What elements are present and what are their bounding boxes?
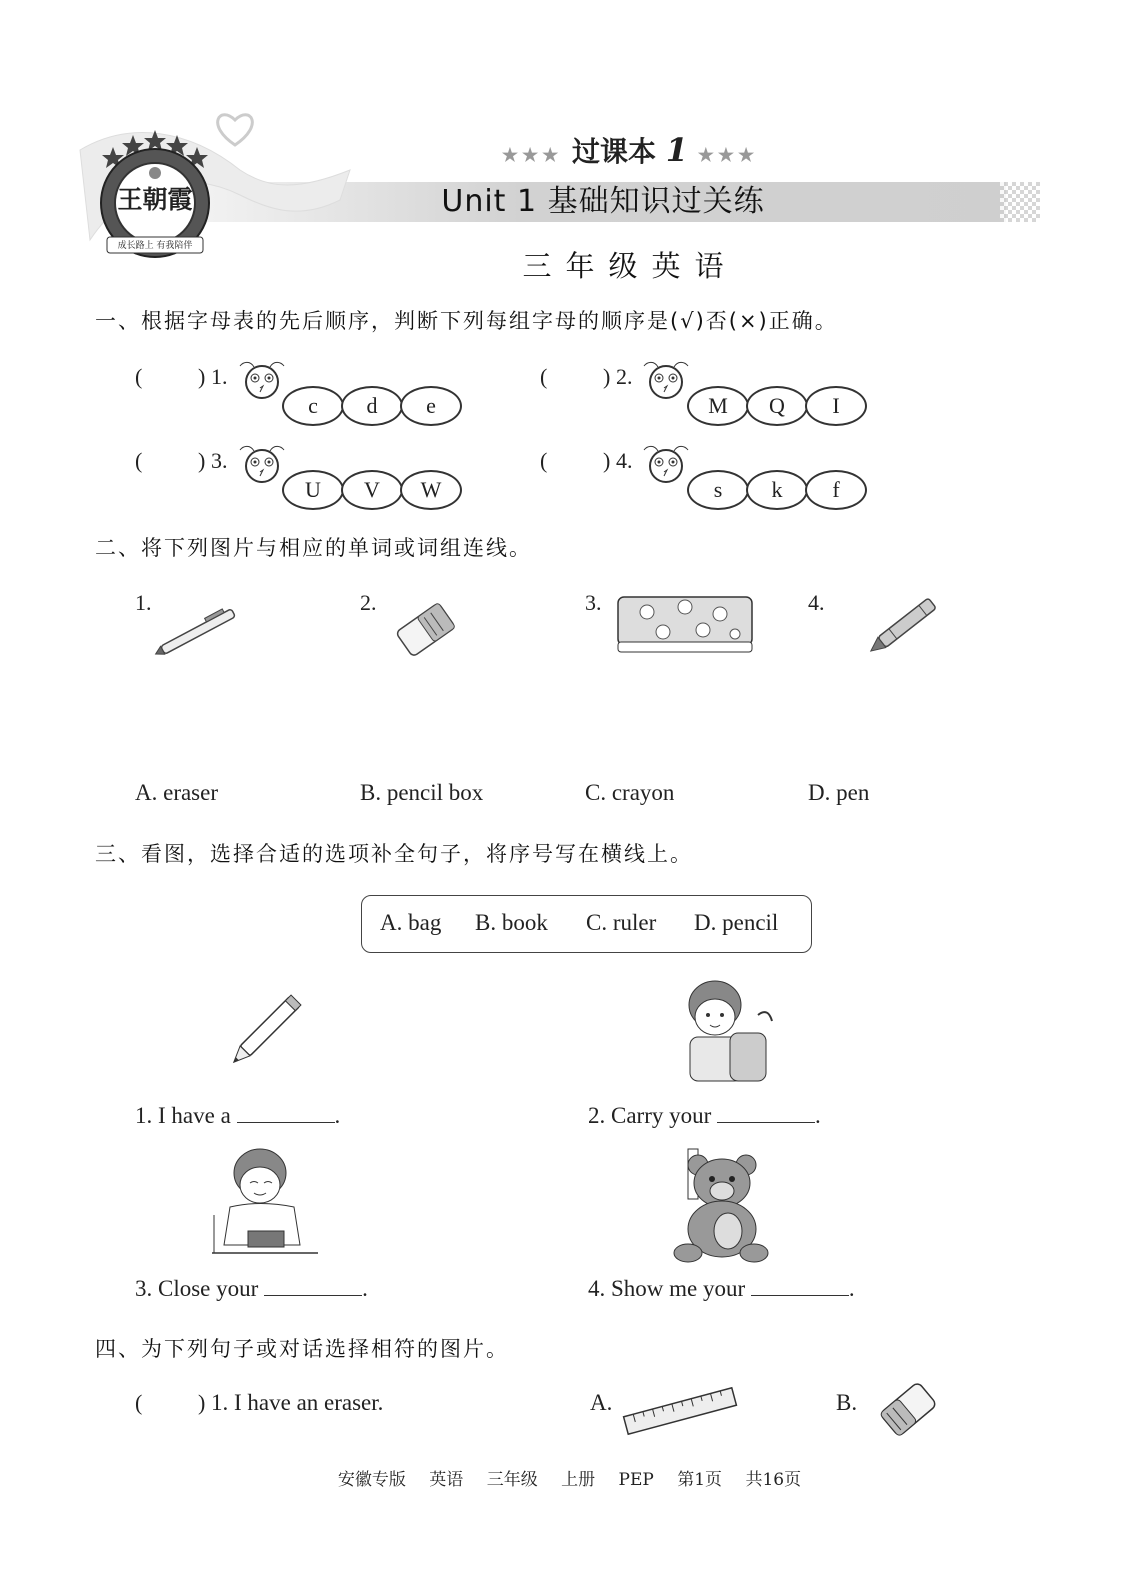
answer-paren-close: ): [198, 1390, 206, 1415]
page-footer: [0, 1465, 1139, 1490]
stars-left-icon: ★★★: [501, 145, 563, 166]
section4-heading: 四、为下列句子或对话选择相符的图片。: [95, 1337, 509, 1361]
word-option-a: A. bag: [380, 910, 442, 935]
answer-paren-close: ): [603, 364, 611, 389]
option-a: A. eraser: [135, 780, 219, 805]
s4-option-a-label: A.: [590, 1390, 613, 1415]
footer-subject: 英语: [429, 1470, 464, 1490]
boy-with-book-icon: [210, 1145, 322, 1257]
word-option-b: B. book: [475, 910, 548, 935]
answer-paren-open[interactable]: (: [135, 1390, 143, 1415]
word-option-d: D. pencil: [694, 910, 779, 935]
footer-version: PEP: [618, 1470, 654, 1490]
logo-text: 王朝霞: [117, 185, 193, 214]
pen-icon: [150, 600, 250, 662]
course-title: [440, 130, 820, 170]
item-number: 4.: [616, 448, 633, 473]
sentence-text: 2. Carry your: [588, 1103, 712, 1128]
eraser-icon: [385, 595, 465, 663]
answer-blank[interactable]: [751, 1275, 849, 1296]
answer-paren-open[interactable]: (: [540, 364, 548, 389]
boy-with-bag-icon: [670, 975, 780, 1085]
footer-grade: 三年级: [486, 1470, 538, 1490]
unit-title: Unit 1 基础知识过关练: [441, 184, 765, 219]
word-box: [361, 895, 812, 953]
sentence-period: .: [362, 1276, 368, 1301]
letter-bead: c: [282, 386, 344, 426]
pencil-icon: [220, 988, 315, 1070]
bear-with-ruler-icon: [668, 1145, 772, 1265]
answer-blank[interactable]: [237, 1102, 335, 1123]
picture-number: 1.: [135, 590, 152, 615]
caterpillar-head-icon: [238, 360, 288, 406]
letter-bead: f: [805, 470, 867, 510]
footer-volume: 上册: [561, 1470, 596, 1490]
letter-bead: I: [805, 386, 867, 426]
answer-blank[interactable]: [717, 1102, 815, 1123]
letter-bead: M: [687, 386, 749, 426]
letter-bead: U: [282, 470, 344, 510]
sentence-1: [135, 1102, 340, 1129]
letter-bead: V: [341, 470, 403, 510]
option-b: B. pencil box: [360, 780, 484, 805]
course-prefix: 过课本: [571, 135, 656, 168]
section1-heading: 一、根据字母表的先后顺序，判断下列每组字母的顺序是(√)否(×)正确。: [95, 309, 838, 333]
letter-bead: d: [341, 386, 403, 426]
footer-total-pages: 共16页: [745, 1470, 802, 1490]
caterpillar-head-icon: [642, 444, 692, 490]
crayon-icon: [860, 594, 950, 656]
sentence-3: [135, 1275, 368, 1302]
eraser-icon: [876, 1378, 942, 1442]
sentence-text: 3. Close your: [135, 1276, 259, 1301]
sentence-text: 1. I have a: [135, 1103, 231, 1128]
option-d: D. pen: [808, 780, 870, 805]
letter-bead: k: [746, 470, 808, 510]
item-number: 2.: [616, 364, 633, 389]
stars-right-icon: ★★★: [697, 145, 759, 166]
footer-page-number: 第1页: [677, 1470, 723, 1490]
section2-heading: 二、将下列图片与相应的单词或词组连线。: [95, 536, 532, 560]
answer-paren-close: ): [198, 364, 206, 389]
option-c: C. crayon: [585, 780, 675, 805]
answer-paren-close: ): [198, 448, 206, 473]
sentence-period: .: [848, 1276, 855, 1301]
item-number: 1.: [211, 364, 228, 389]
answer-paren-open[interactable]: (: [135, 448, 143, 473]
s4-question: 1. I have an eraser.: [211, 1390, 384, 1415]
picture-number: 3.: [585, 590, 602, 615]
answer-blank[interactable]: [264, 1275, 362, 1296]
ruler-icon: [620, 1382, 740, 1440]
item-number: 3.: [211, 448, 228, 473]
caterpillar-head-icon: [642, 360, 692, 406]
footer-edition: 安徽专版: [337, 1470, 406, 1490]
s4-option-b-label: B.: [836, 1390, 858, 1415]
caterpillar-head-icon: [238, 444, 288, 490]
pencil-box-icon: [615, 594, 755, 656]
picture-number: 2.: [360, 590, 377, 615]
grade-title: 三年级英语: [522, 249, 738, 283]
section3-heading: 三、看图，选择合适的选项补全句子，将序号写在横线上。: [95, 842, 693, 866]
course-number: 1: [665, 131, 689, 169]
answer-paren-close: ): [603, 448, 611, 473]
sentence-2: [588, 1102, 821, 1129]
picture-number: 4.: [808, 590, 825, 615]
letter-bead: e: [400, 386, 462, 426]
sentence-text: 4. Show me your: [588, 1276, 746, 1301]
sentence-period: .: [334, 1103, 341, 1128]
sentence-4: [588, 1275, 855, 1302]
answer-paren-open[interactable]: (: [135, 364, 143, 389]
letter-bead: W: [400, 470, 462, 510]
logo-tagline: 成长路上 有我陪伴: [117, 241, 193, 251]
answer-paren-open[interactable]: (: [540, 448, 548, 473]
sentence-period: .: [815, 1103, 821, 1128]
banner-checker-decoration: [1000, 182, 1040, 222]
letter-bead: s: [687, 470, 749, 510]
word-option-c: C. ruler: [586, 910, 657, 935]
letter-bead: Q: [746, 386, 808, 426]
